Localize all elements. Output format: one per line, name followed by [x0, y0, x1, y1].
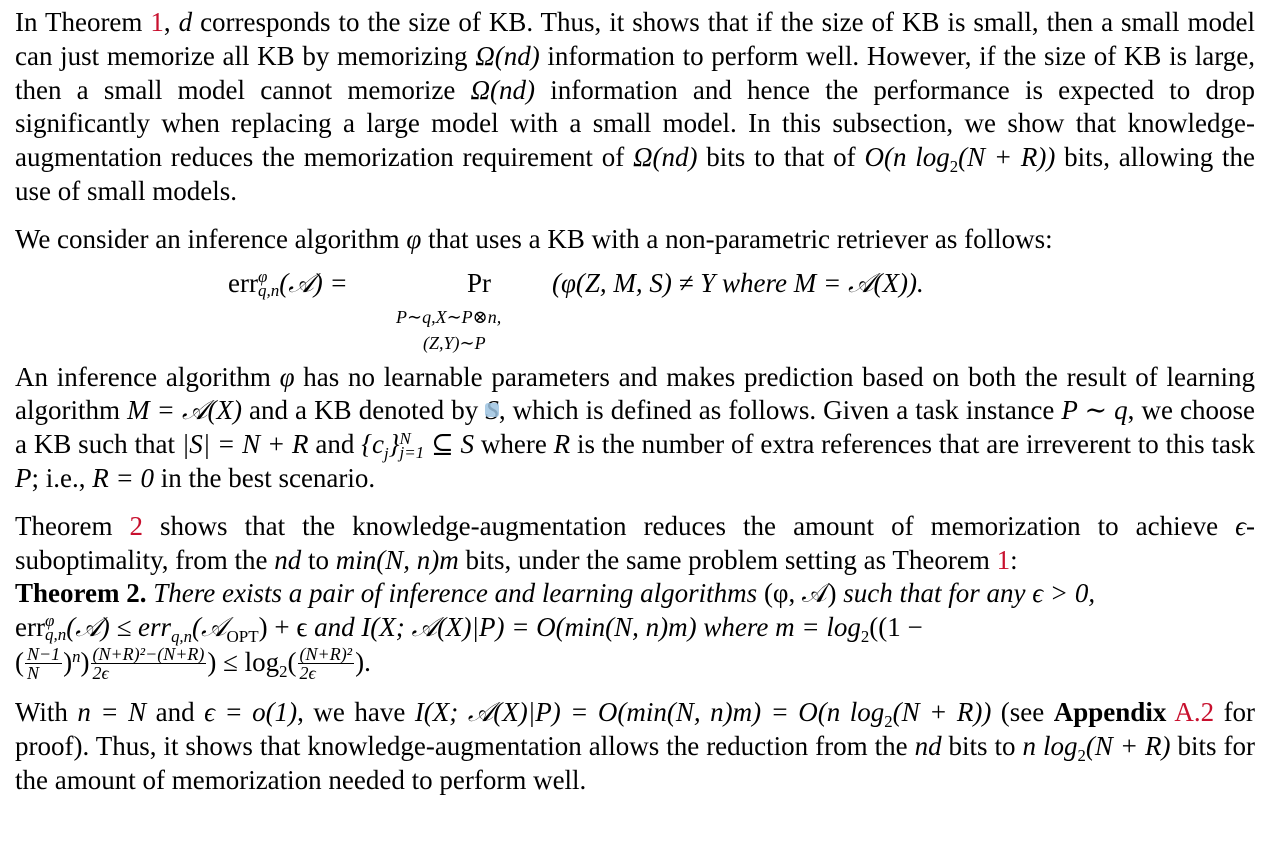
text: -suboptimality, from the — [15, 510, 1255, 575]
theorem-1-link[interactable]: 1 — [996, 544, 1011, 575]
math-phi: φ — [279, 361, 295, 392]
text: to — [301, 544, 336, 575]
text: With — [15, 696, 78, 727]
math-eps-gt: ϵ > 0, — [1032, 578, 1096, 609]
text: In Theorem — [15, 7, 151, 37]
probability-condition-1: P∼q,X∼P⊗n, — [396, 306, 502, 327]
paragraph-1 — [15, 6, 1255, 209]
text: , which is defined as follows. Given a task instance — [498, 395, 1062, 426]
theorem-2 — [15, 577, 1255, 682]
paragraph-4 — [15, 510, 1255, 578]
math-mutual-information: I(X; 𝒜(X)|P) = O(min(N, n)m) = O(n $\log_2(N + R)$) — [414, 696, 992, 731]
math-big-o: O(n $\log_2(N + R)$) — [864, 142, 1056, 177]
text: information to perform well. However, if the size of KB is large, then a small model cannot memorize — [15, 40, 1255, 105]
math-nd: nd — [914, 730, 942, 761]
text: , we choose a KB such that — [15, 395, 1256, 460]
math-phi: φ — [406, 223, 422, 254]
math-min: min(N, n)m — [335, 544, 459, 575]
math-nlog: n $\log_2(N + R)$ — [1022, 730, 1171, 765]
math-omega-nd: Ω(nd) — [470, 74, 536, 105]
probability-condition-2: (Z,Y)∼P — [423, 332, 486, 353]
text: and a KB denoted by — [241, 395, 486, 426]
math-eps-eq: ϵ = o(1) — [204, 696, 298, 727]
equation-lhs: err φ q,n (𝒜) = — [228, 266, 348, 300]
theorem-2-link[interactable]: 2 — [129, 510, 143, 541]
appendix-a2-link[interactable]: A.2 — [1174, 696, 1215, 727]
text: and — [308, 429, 362, 460]
math-pair: (φ, 𝒜) — [763, 578, 837, 609]
text: and — [146, 696, 205, 727]
math-m-def: $m = \log_2((1$ − — [775, 612, 923, 646]
text: for proof). Thus, it shows that knowledge-augmentation allows the reduction from the — [15, 696, 1256, 761]
math-omega-nd: Ω(nd) — [633, 142, 698, 173]
text: in the best scenario. — [153, 462, 376, 493]
text: , — [163, 7, 179, 37]
theorem-text: There exists a pair of inference and learning algorithms — [146, 578, 764, 609]
math-set: $\{c_j\}$ N j=1 ⊆ S — [361, 429, 474, 464]
text: has no learnable parameters and makes prediction based on both the result of learning algorithm — [15, 361, 1255, 426]
text-cursor-marker — [485, 403, 499, 417]
math-d: d — [178, 7, 193, 37]
text: bits to — [941, 730, 1023, 761]
math-m-eq: M = 𝒜(X) — [127, 395, 242, 426]
text: Theorem — [15, 510, 130, 541]
text: information and hence the performance is expected to drop significantly when replacing a large model with a small model. In this subsection, we show that knowledge-augmentation reduces the memorization requirement of — [15, 74, 1255, 173]
text: bits, allowing the use of small models. — [15, 142, 1255, 206]
math-m-def-cont: ( $\frac{N-1}{N}$ )$^n$) $\frac{\text{(N+R)²−(N+R)}}{2\epsilon}$ ) ≤ $\log_2$( $\frac{\text{(N+R)²}}{2\epsilon}$ ). — [15, 643, 371, 683]
math-mutual-information: I(X; 𝒜(X)|P) = O(min(N, n)m) — [361, 612, 697, 643]
math-r: R — [553, 429, 571, 460]
math-p: P — [15, 462, 32, 493]
equation-rhs: (φ(Z, M, S) ≠ Y where M = 𝒜(X)). — [552, 267, 924, 298]
theorem-text: where — [696, 612, 776, 643]
theorem-1-link[interactable]: 1 — [150, 7, 164, 37]
text: (see — [991, 696, 1054, 727]
math-n-eq-n: n = N — [77, 696, 147, 727]
text: We consider an inference algorithm — [15, 223, 407, 254]
text: An inference algorithm — [15, 361, 280, 392]
text: bits, under the same problem setting as Theorem — [458, 544, 997, 575]
theorem-text: such that for any — [836, 578, 1033, 609]
math-cardinality: |S| = N + R — [181, 429, 309, 460]
theorem-heading: Theorem 2. — [15, 578, 147, 609]
text: is the number of extra references that are irreverent to this task — [570, 429, 1256, 460]
text: that uses a KB with a non-parametric retriever as follows: — [421, 223, 1053, 254]
text: shows that the knowledge-augmentation reduces the amount of memorization to achieve — [143, 510, 1236, 541]
math-p-sim-q: P ∼ q — [1061, 395, 1128, 426]
text: ; i.e., — [31, 462, 93, 493]
text: where — [474, 429, 554, 460]
text: : — [1010, 544, 1018, 575]
paragraph-5 — [15, 696, 1255, 797]
math-nd: nd — [274, 544, 302, 575]
math-err-bound: err φ q,n (𝒜) ≤ err$_{q,n}$(𝒜$_{OPT}$) + ϵ — [15, 611, 308, 647]
paragraph-3 — [15, 361, 1255, 496]
text: , we have — [297, 696, 415, 727]
probability-operator: Pr — [467, 267, 492, 298]
math-omega-nd: Ω(nd) — [475, 40, 540, 71]
text: corresponds to the size of KB. Thus, it shows that if the size of KB is small, then a small model can just memorize all KB by memorizing — [15, 7, 1255, 71]
appendix-label: Appendix — [1053, 696, 1167, 727]
text: bits for the amount of memorization needed to perform well. — [15, 730, 1255, 795]
paper-page — [15, 6, 1255, 797]
text: bits to that of — [697, 142, 865, 173]
theorem-text: and — [307, 612, 362, 643]
paragraph-2 — [15, 223, 1255, 257]
math-r-zero: R = 0 — [92, 462, 154, 493]
display-equation — [15, 257, 1255, 361]
math-epsilon: ϵ — [1235, 510, 1246, 541]
